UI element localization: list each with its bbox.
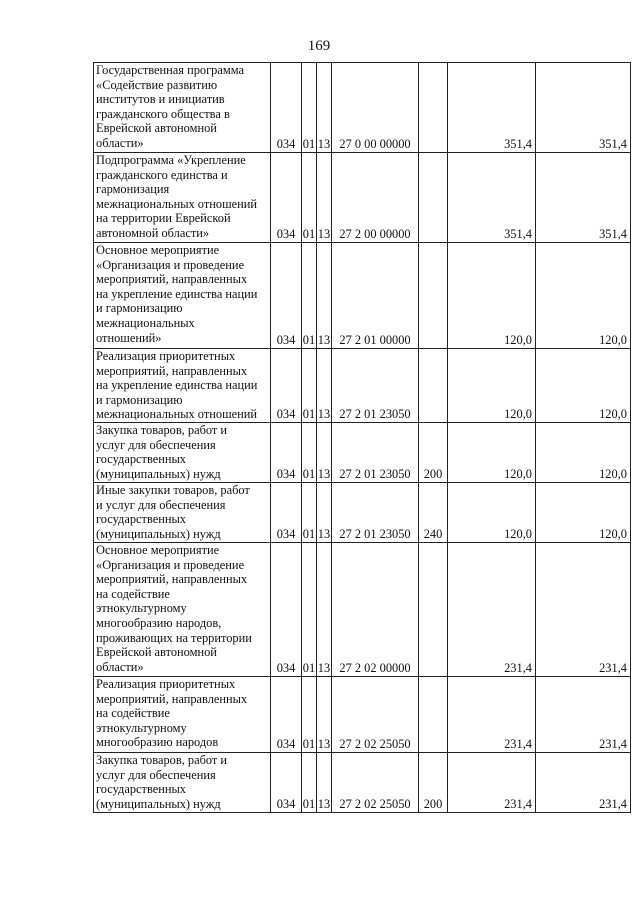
- row-name: Закупка товаров, работ и услуг для обеспечения государственных (муниципальных) нужд: [94, 752, 271, 812]
- section-code: 01: [302, 482, 317, 542]
- target-article-code: 27 2 01 00000: [332, 243, 419, 349]
- ministry-code: 034: [271, 752, 302, 812]
- row-name: Реализация приоритетных мероприятий, направленных на укрепление единства нации и гармонизацию межнациональных отношений: [94, 349, 271, 423]
- table-row: [94, 153, 631, 243]
- budget-table-body: [94, 63, 631, 813]
- ministry-code: 034: [271, 482, 302, 542]
- amount-year-2: 120,0: [536, 482, 631, 542]
- amount-year-2: 231,4: [536, 752, 631, 812]
- section-code: 01: [302, 422, 317, 482]
- amount-year-1: 231,4: [448, 752, 536, 812]
- subsection-code: 13: [317, 349, 332, 423]
- expense-type-code: [419, 63, 448, 153]
- table-row: [94, 752, 631, 812]
- page-number: 169: [307, 38, 331, 54]
- table-row: [94, 676, 631, 752]
- ministry-code: 034: [271, 153, 302, 243]
- subsection-code: 13: [317, 63, 332, 153]
- ministry-code: 034: [271, 542, 302, 676]
- ministry-code: 034: [271, 349, 302, 423]
- amount-year-2: 351,4: [536, 63, 631, 153]
- table-row: [94, 63, 631, 153]
- amount-year-2: 231,4: [536, 676, 631, 752]
- amount-year-2: 120,0: [536, 349, 631, 423]
- subsection-code: 13: [317, 422, 332, 482]
- subsection-code: 13: [317, 243, 332, 349]
- subsection-code: 13: [317, 542, 332, 676]
- target-article-code: 27 2 01 23050: [332, 482, 419, 542]
- amount-year-1: 120,0: [448, 349, 536, 423]
- amount-year-1: 231,4: [448, 542, 536, 676]
- amount-year-2: 231,4: [536, 542, 631, 676]
- row-name: Закупка товаров, работ и услуг для обеспечения государственных (муниципальных) нужд: [94, 422, 271, 482]
- row-name: Реализация приоритетных мероприятий, направленных на содействие этнокультурному многообразию народов: [94, 676, 271, 752]
- section-code: 01: [302, 243, 317, 349]
- target-article-code: 27 2 01 23050: [332, 349, 419, 423]
- expense-type-code: [419, 349, 448, 423]
- section-code: 01: [302, 676, 317, 752]
- table-row: [94, 482, 631, 542]
- section-code: 01: [302, 349, 317, 423]
- target-article-code: 27 2 01 23050: [332, 422, 419, 482]
- table-row: [94, 243, 631, 349]
- amount-year-2: 120,0: [536, 422, 631, 482]
- ministry-code: 034: [271, 422, 302, 482]
- table-row: [94, 542, 631, 676]
- ministry-code: 034: [271, 63, 302, 153]
- section-code: 01: [302, 153, 317, 243]
- section-code: 01: [302, 542, 317, 676]
- target-article-code: 27 2 02 25050: [332, 752, 419, 812]
- section-code: 01: [302, 752, 317, 812]
- amount-year-2: 351,4: [536, 153, 631, 243]
- table-row: [94, 422, 631, 482]
- amount-year-1: 231,4: [448, 676, 536, 752]
- table-row: [94, 349, 631, 423]
- target-article-code: 27 0 00 00000: [332, 63, 419, 153]
- amount-year-1: 120,0: [448, 422, 536, 482]
- expense-type-code: 240: [419, 482, 448, 542]
- expense-type-code: [419, 243, 448, 349]
- subsection-code: 13: [317, 676, 332, 752]
- row-name: Основное мероприятие «Организация и проведение мероприятий, направленных на укрепление единства нации и гармонизацию межнациональных отношений»: [94, 243, 271, 349]
- subsection-code: 13: [317, 482, 332, 542]
- row-name: Основное мероприятие «Организация и проведение мероприятий, направленных на содействие этнокультурному многообразию народов, проживающих на территории Еврейской автономной области»: [94, 542, 271, 676]
- row-name: Иные закупки товаров, работ и услуг для обеспечения государственных (муниципальных) нужд: [94, 482, 271, 542]
- row-name: Подпрограмма «Укрепление гражданского единства и гармонизация межнациональных отношений на территории Еврейской автономной области»: [94, 153, 271, 243]
- amount-year-1: 120,0: [448, 482, 536, 542]
- ministry-code: 034: [271, 243, 302, 349]
- amount-year-1: 120,0: [448, 243, 536, 349]
- amount-year-2: 120,0: [536, 243, 631, 349]
- expense-type-code: 200: [419, 752, 448, 812]
- target-article-code: 27 2 02 00000: [332, 542, 419, 676]
- section-code: 01: [302, 63, 317, 153]
- amount-year-1: 351,4: [448, 63, 536, 153]
- ministry-code: 034: [271, 676, 302, 752]
- row-name: Государственная программа «Содействие развитию институтов и инициатив гражданского общества в Еврейской автономной области»: [94, 63, 271, 153]
- amount-year-1: 351,4: [448, 153, 536, 243]
- subsection-code: 13: [317, 153, 332, 243]
- expense-type-code: [419, 676, 448, 752]
- expense-type-code: 200: [419, 422, 448, 482]
- subsection-code: 13: [317, 752, 332, 812]
- target-article-code: 27 2 02 25050: [332, 676, 419, 752]
- expense-type-code: [419, 542, 448, 676]
- budget-table: [93, 62, 631, 813]
- target-article-code: 27 2 00 00000: [332, 153, 419, 243]
- expense-type-code: [419, 153, 448, 243]
